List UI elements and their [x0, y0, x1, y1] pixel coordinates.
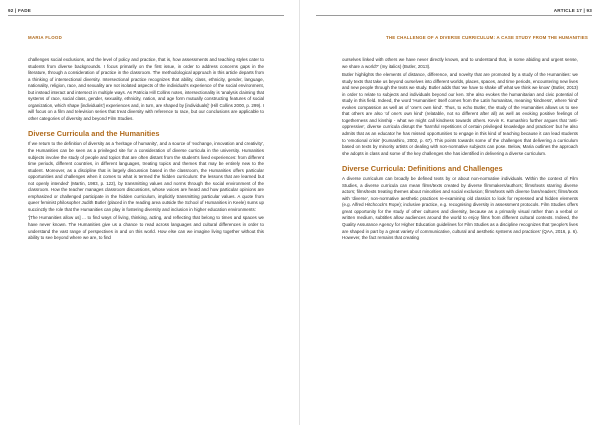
section-heading: Diverse Curricula: Definitions and Challenges	[342, 164, 503, 174]
body-paragraph: If we return to the definition of diversity as a 'heritage of humanity', and a source of 'exchange, innovation and creativity', the Humanities can be seen as a privileged site for a consideration of diverse curricula in the university. Humanities subjects involve the study of people and topics that are often distant from the student's lived experiences: from different time periods, different countries, in different languages, treating topics and themes that may be entirely new to the student. Moreover, as a discipline that is largely discussion based in the classroom, the Humanities offers particular opportunities and challenges when it comes to what is termed the hidden curriculum: the lessons that are learned but not openly intended' (Martin, 1983, p. 122), by transmitting values and norms through the social environment of the classroom. How the teacher manages classroom discussions, whose voices are heard and how particular opinions are emphasized or challenged participate in the hidden curriculum, implicitly transmitting particular values. A quote from queer feminist philosopher Judith Butler (placed in the reading area outside the School of Humanities in Keele) sums up succinctly the role that the Humanities can play in fostering diversity and inclusion in higher education environments:	[28, 141, 264, 212]
page-header: ARTICLE 17 | 93	[553, 8, 592, 13]
right-text-column	[342, 57, 578, 242]
body-paragraph: challenges social exclusions, and the level of policy and practice, that is, how assessments and teaching styles cater to students from diverse backgrounds. I focus primarily on the first issue, in order to address concerns gaps in the literature, through a consideration of practice in the classroom. The methodological approach in this article departs from a thinking of intersectional diversity. Intersectional practice recognizes that ability, class, ethnicity, gender, language, nationality, religion, race, and sexuality are not isolated aspects of the individual's experience of the social environment, but instead interact and intersect in multiple ways. As Patricia Hill Collins notes, intersectionality is 'analysis claiming that systems of race, social class, gender, sexuality, ethnicity, nation, and age form mutually constructing features of social organization, which shape [individuals'] experiences and, in turn, are shaped by [individuals]' (Hill Collins 2000, p. 299). I will focus on a film and television series that treat diversity with reference to race, but our conclusions are applicable to other categories of diversity and beyond Film Studies.	[28, 57, 264, 121]
block-quote: '[The Humanities allow us] ... to find ways of living, thinking, acting, and reflecting that belong to times and spaces we have never known. The Humanities give us a chance to read across languages and cultural differences in order to understand the vast range of perspectives in and on this world. How else can we imagine living together without this ability to see beyond where we are, to find	[28, 215, 264, 241]
right-page	[300, 0, 600, 425]
body-paragraph: Butler highlights the elements of distance, difference, and novelty that are promoted by a study of the Humanities: we study texts that take us beyond ourselves into different worlds, places, spaces, and time periods, encountering new lives and new people through the texts we study. Butler adds that 'we have to shake off what we think we know' (Butler, 2013) in order to relate to subjects and individuals beyond our ken. She also evokes the humanitarian and civic potential of study in this field. Indeed, the word 'Humanities' itself comes from the Latin humanitas, meaning 'kindness', where 'kind' evokes compassion as well as of 'one's own kind'. Thus, to echo Butler, the study of the Humanities allows us to see that others are also 'of one's own kind' (relatable, not so different after all) as well as evoking positive feelings of togetherness and kinship - what we might call kindness towards others. Kevin K. Kumashiro further argues that 'anti-oppressive', diverse curricula disrupt the 'harmful repetitions of certain privileged knowledge and practices' but he also admits that as an educator he has missed opportunities to engage in this kind of teaching because it can lead students to 'emotional crisis' (Kumashiro, 2002, p. 67). This points towards some of the challenges that delivering a curriculum based on texts by minority artists or dealing with non-normative subjects can pose. Below, Maria outlines the approach she adopts in class and some of the key challenges she has identified in delivering a diverse curriculum.	[342, 72, 578, 156]
author-name: MARIA FLOOD	[28, 35, 63, 40]
page-header: 92 | FADE	[8, 8, 31, 13]
left-text-column	[28, 57, 264, 242]
running-title: THE CHALLENGE OF A DIVERSE CURRICULUM: A CASE STUDY FROM THE HUMANITIES	[385, 35, 588, 40]
header-rule	[316, 15, 592, 16]
body-paragraph: A diverse curriculum can broadly be defined texts by or about non-normative individuals. Within the context of Film Studies, a diverse curricula can mean films/texts created by diverse filmmakers/authors; films/texts starring diverse actors; films/texts treating themes about minorities and social exclusion; films/texts with diverse fans/readers; films/texts with 'diverse', non-normative aesthetic practices re-examining old classics to look for repressed and hidden elements (e.g. Alfred Hitchcock's Rope); inclusive practice, e.g. recognising diversity in assessment protocols. Film Studies offers great opportunity for the study of other cultures and diversity, because as a primarily visual rather than a verbal or written medium, subtitles allow audiences around the world to enjoy films from different cultural contexts. Indeed, the Quality Assurance Agency for Higher Education guidelines for Film Studies as a discipline recognizes that 'people's lives are shaped in part by a great variety of communicative, cultural and aesthetic systems and practices' (QAA, 2016, p. 6). However, the fact remains that creating	[342, 176, 578, 241]
header-rule	[8, 15, 284, 16]
body-paragraph: ourselves linked with others we have never directly known, and to understand that, in some abiding and urgent sense, we share a world?' (my italics) (Butler, 2013).	[342, 57, 578, 69]
section-heading: Diverse Curricula and the Humanities	[28, 129, 160, 139]
